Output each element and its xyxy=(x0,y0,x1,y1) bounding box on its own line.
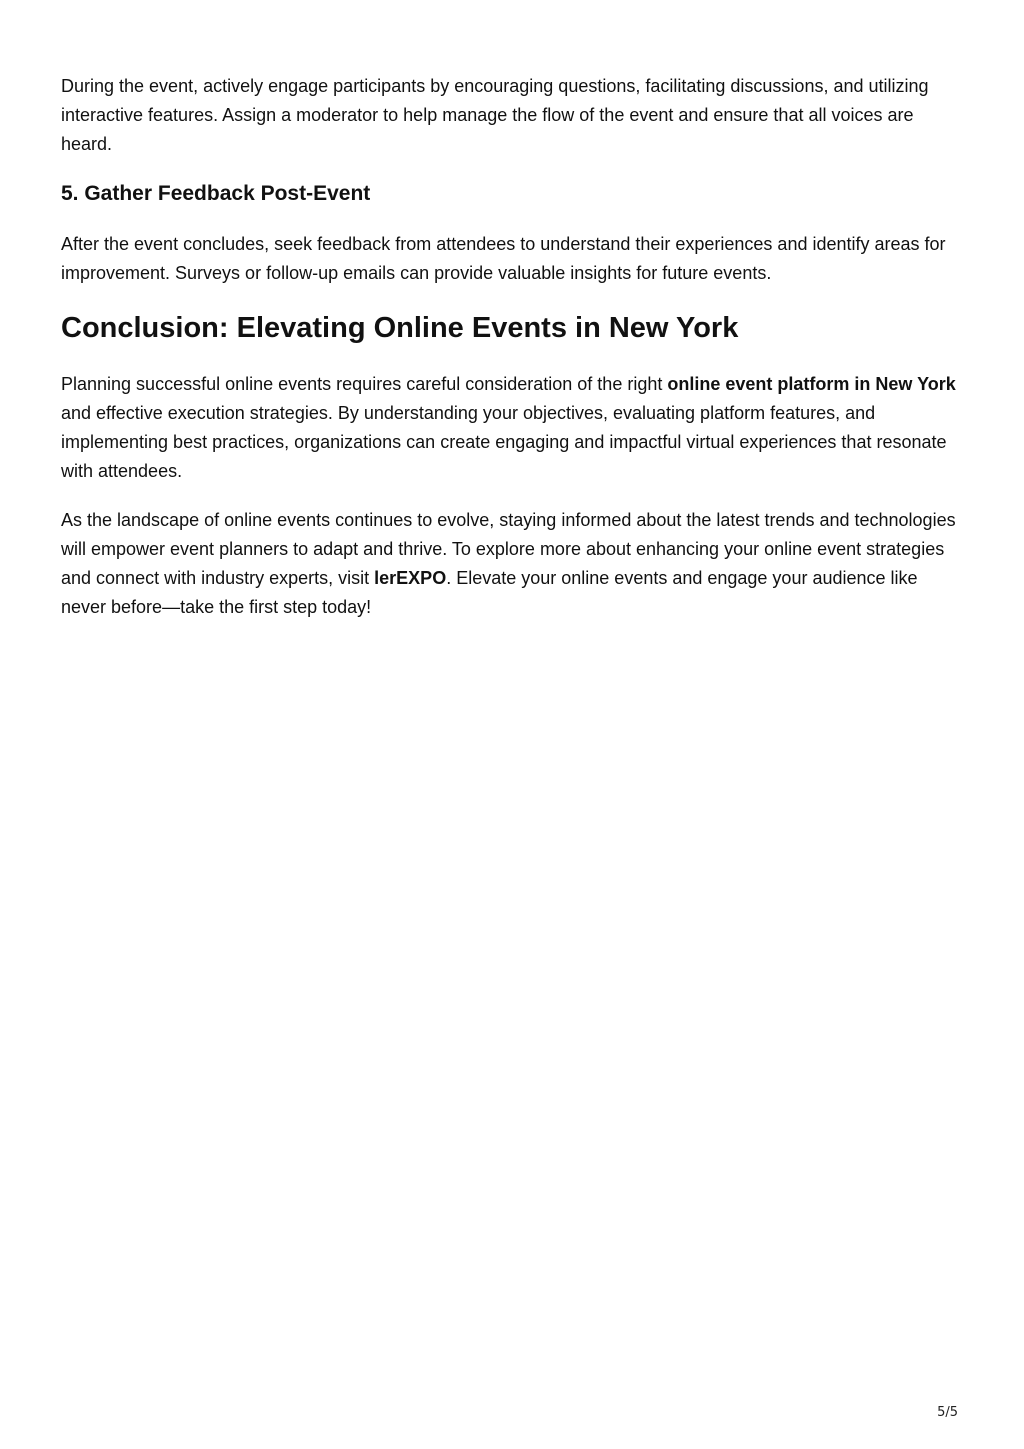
lerexpo-link[interactable]: lerEXPO xyxy=(374,568,447,588)
document-page xyxy=(61,72,961,622)
paragraph-landscape xyxy=(61,506,961,622)
conclusion-text-end: and effective execution strategies. By understanding your objectives, evaluating platform features, and implementing best practices, organizations can create engaging and impactful virtual experiences that resonate with attendees. xyxy=(61,403,947,481)
page-number: 5/5 xyxy=(937,1405,958,1420)
conclusion-text-start: Planning successful online events requires careful consideration of the right xyxy=(61,374,668,394)
heading-conclusion: Conclusion: Elevating Online Events in New York xyxy=(61,312,739,344)
landscape-text-start: As the landscape of online events continues to evolve, staying informed about the latest trends and technologies will empower event planners to adapt and thrive. To explore more about enhancing your online event strategies and connect with industry experts, visit xyxy=(61,510,956,588)
paragraph-feedback: After the event concludes, seek feedback from attendees to understand their experiences and identify areas for improvement. Surveys or follow-up emails can provide valuable insights for future events. xyxy=(61,234,946,283)
platform-keyword: online event platform in New York xyxy=(667,374,956,394)
paragraph-engage-participants: During the event, actively engage participants by encouraging questions, facilitating discussions, and utilizing interactive features. Assign a moderator to help manage the flow of the event and ensure that all voices are heard. xyxy=(61,76,929,154)
paragraph-conclusion xyxy=(61,370,961,486)
heading-gather-feedback: 5. Gather Feedback Post-Event xyxy=(61,182,371,205)
landscape-text-end: . Elevate your online events and engage your audience like never before—take the first step today! xyxy=(61,568,918,617)
